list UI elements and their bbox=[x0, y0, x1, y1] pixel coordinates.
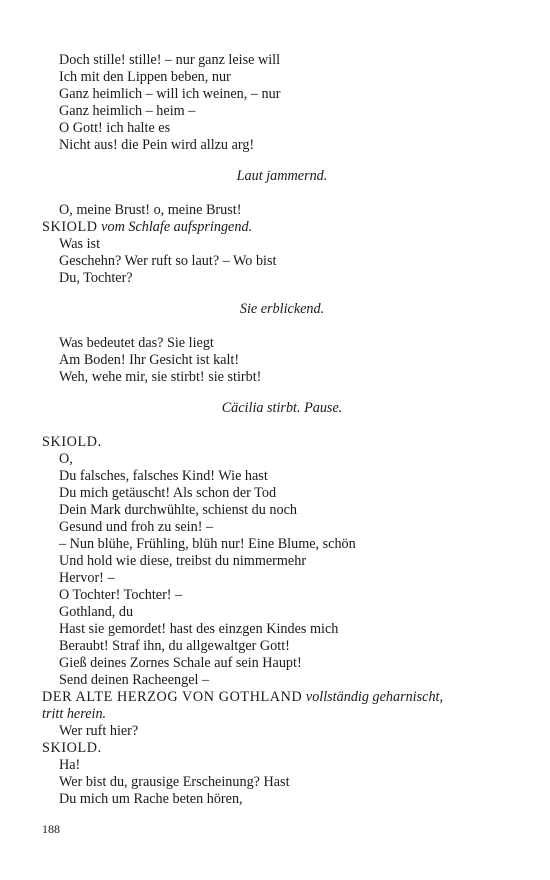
verse-line: Und hold wie diese, treibst du nimmermehr bbox=[59, 553, 307, 569]
verse-line: Gothland, du bbox=[59, 604, 134, 620]
verse-line: – Nun blühe, Frühling, blüh nur! Eine Blume, schön bbox=[59, 536, 356, 552]
verse-line: Wer bist du, grausige Erscheinung? Hast bbox=[59, 774, 290, 790]
verse-line: Am Boden! Ihr Gesicht ist kalt! bbox=[59, 352, 240, 368]
page-number: 188 bbox=[42, 822, 60, 836]
speaker-name: SKIOLD. bbox=[42, 740, 102, 756]
stage-direction-inline: vom Schlafe aufspringend. bbox=[101, 219, 253, 235]
verse-line: Was ist bbox=[59, 236, 101, 252]
speaker-line bbox=[42, 219, 522, 236]
verse-line: O, meine Brust! o, meine Brust! bbox=[59, 202, 242, 218]
verse-line: O, bbox=[59, 451, 73, 467]
verse-line: Doch stille! stille! – nur ganz leise will bbox=[59, 52, 281, 68]
verse-line: Dein Mark durchwühlte, schienst du noch bbox=[59, 502, 297, 518]
speaker-name: DER ALTE HERZOG VON GOTHLAND bbox=[42, 689, 303, 705]
verse-line: Beraubt! Straf ihn, du allgewaltger Gott! bbox=[59, 638, 290, 654]
stage-direction: Cäcilia stirbt. Pause. bbox=[221, 400, 343, 416]
verse-line: Du mich um Rache beten hören, bbox=[59, 791, 243, 807]
verse-line: Ha! bbox=[59, 757, 81, 773]
verse-line: Hervor! – bbox=[59, 570, 115, 586]
verse-line: O Tochter! Tochter! – bbox=[59, 587, 183, 603]
verse-line: Weh, wehe mir, sie stirbt! sie stirbt! bbox=[59, 369, 262, 385]
verse-line: Nicht aus! die Pein wird allzu arg! bbox=[59, 137, 255, 153]
stage-direction-inline: vollständig geharnischt, bbox=[305, 689, 444, 705]
verse-line: Du mich getäuscht! Als schon der Tod bbox=[59, 485, 277, 501]
verse-line: Was bedeutet das? Sie liegt bbox=[59, 335, 214, 351]
verse-line: Du falsches, falsches Kind! Wie hast bbox=[59, 468, 268, 484]
speaker-name: SKIOLD bbox=[42, 219, 98, 235]
verse-line: Ich mit den Lippen beben, nur bbox=[59, 69, 231, 85]
text-page bbox=[42, 52, 522, 808]
verse-line: Gesund und froh zu sein! – bbox=[59, 519, 214, 535]
verse-line: Ganz heimlich – heim – bbox=[59, 103, 196, 119]
verse-line: Geschehn? Wer ruft so laut? – Wo bist bbox=[59, 253, 277, 269]
verse-line: Wer ruft hier? bbox=[59, 723, 139, 739]
speaker-name: SKIOLD. bbox=[42, 434, 102, 450]
verse-line: Hast sie gemordet! hast des einzgen Kindes mich bbox=[59, 621, 339, 637]
verse-line: Gieß deines Zornes Schale auf sein Haupt! bbox=[59, 655, 302, 671]
verse-line: Du, Tochter? bbox=[59, 270, 133, 286]
verse-line: O Gott! ich halte es bbox=[59, 120, 171, 136]
verse-line: Ganz heimlich – will ich weinen, – nur bbox=[59, 86, 281, 102]
verse-line: Send deinen Racheengel – bbox=[59, 672, 210, 688]
stage-direction: Sie erblickend. bbox=[239, 301, 325, 317]
stage-direction: Laut jammernd. bbox=[236, 168, 328, 184]
speaker-line bbox=[42, 689, 522, 706]
stage-direction-continued: tritt herein. bbox=[42, 706, 107, 722]
